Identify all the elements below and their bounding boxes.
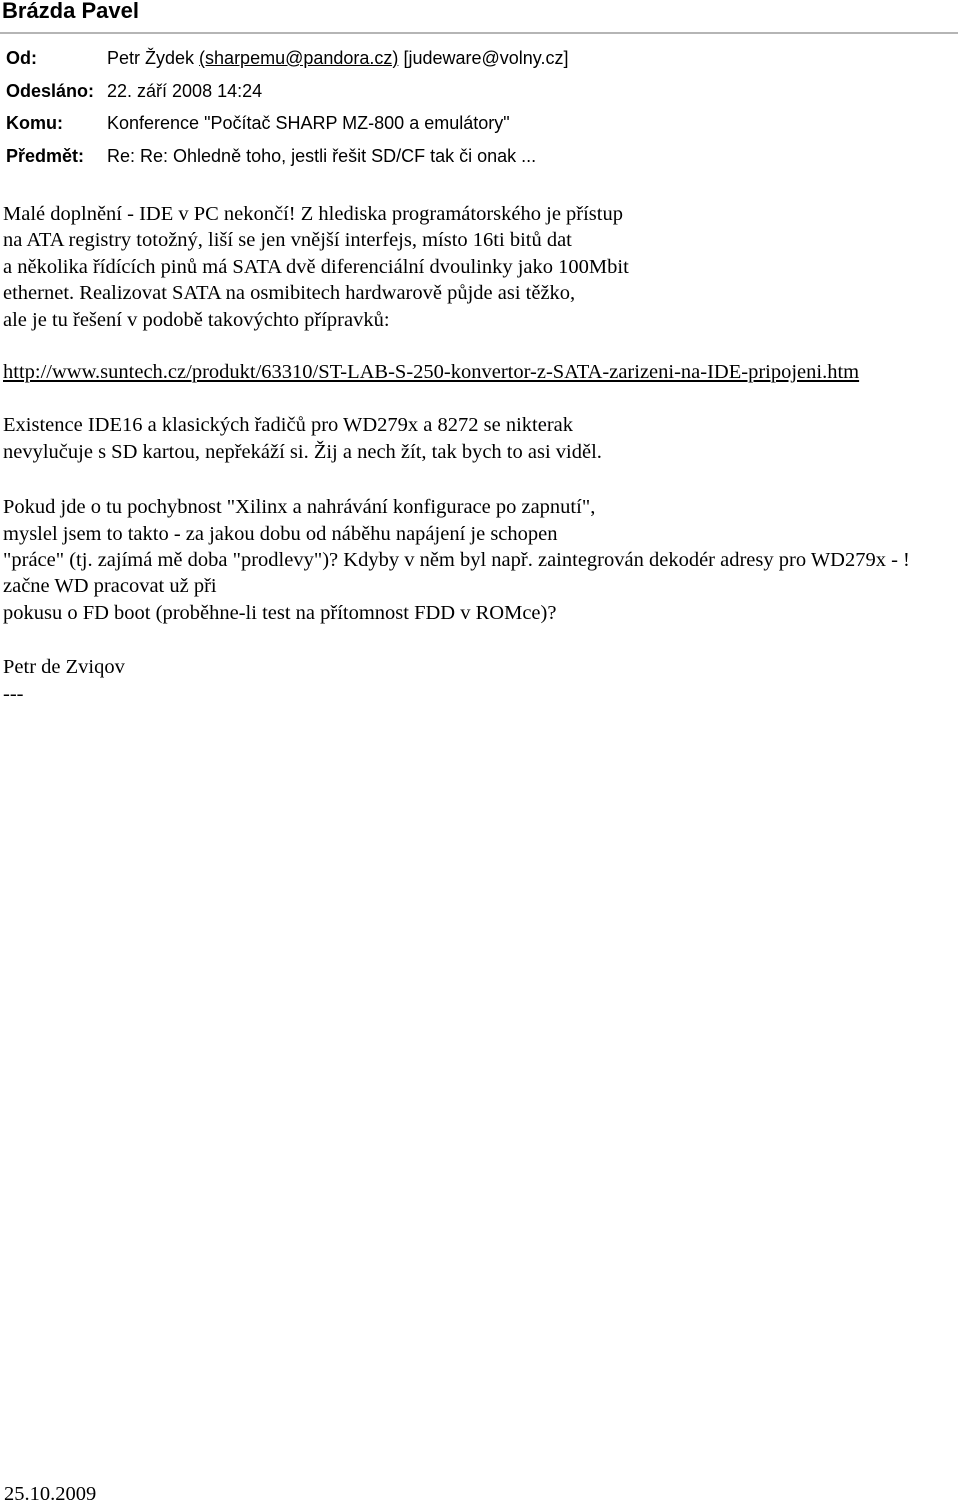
to-label: Komu:: [6, 113, 63, 133]
from-extra-email: [judeware@volny.cz]: [403, 48, 569, 68]
to-value: Konference "Počítač SHARP MZ-800 a emulátory": [107, 113, 510, 133]
body-line: pokusu o FD boot (proběhne-li test na přítomnost FDD v ROMce)?: [3, 601, 557, 624]
body-line: "práce" (tj. zajímá mě doba "prodlevy")? Kdyby v něm byl např. zaintegrován dekodér adresy pro WD279x - ! začne WD pracovat už při: [3, 549, 910, 598]
title-divider: [0, 32, 958, 34]
from-email-link[interactable]: (sharpemu@pandora.cz): [199, 48, 399, 68]
body-line: nevylučuje s SD kartou, nepřekáží si. Žij a nech žít, tak bych to asi viděl.: [3, 440, 602, 463]
signature-separator: ---: [3, 682, 24, 705]
signature: Petr de Zviqov: [3, 656, 125, 679]
body-line: na ATA registry totožný, liší se jen vnější interfejs, místo 16ti bitů dat: [3, 229, 572, 252]
body-line: Pokud jde o tu pochybnost "Xilinx a nahrávání konfigurace po zapnutí",: [3, 496, 596, 519]
subject-value: Re: Re: Ohledně toho, jestli řešit SD/CF tak či onak ...: [107, 145, 537, 166]
sent-label: Odesláno:: [6, 80, 95, 101]
body-line: myslel jsem to takto - za jakou dobu od náběhu napájení je schopen: [3, 522, 558, 545]
body-line: Existence IDE16 a klasických řadičů pro WD279x a 8272 se nikterak: [3, 414, 574, 437]
product-link[interactable]: http://www.suntech.cz/produkt/63310/ST-LAB-S-250-konvertor-z-SATA-zarizeni-na-IDE-pripojeni.htm: [3, 361, 860, 384]
footer-date: 25.10.2009: [4, 1483, 97, 1505]
from-value: [107, 48, 568, 69]
body-line: Malé doplnění - IDE v PC nekončí! Z hlediska programátorského je přístup: [3, 203, 623, 225]
body-line: ethernet. Realizovat SATA na osmibitech hardwarově půjde asi těžko,: [3, 282, 576, 305]
body-line: a několika řídících pinů má SATA dvě diferenciální dvoulinky jako 100Mbit: [3, 255, 629, 278]
from-name: Petr Žydek: [107, 48, 195, 68]
sender-title: Brázda Pavel: [2, 0, 139, 23]
message-body: [3, 201, 938, 707]
sent-value: 22. září 2008 14:24: [107, 80, 263, 101]
subject-label: Předmět:: [6, 145, 85, 166]
from-label: Od:: [6, 48, 37, 68]
body-line: ale je tu řešení v podobě takovýchto přípravků:: [3, 308, 390, 331]
